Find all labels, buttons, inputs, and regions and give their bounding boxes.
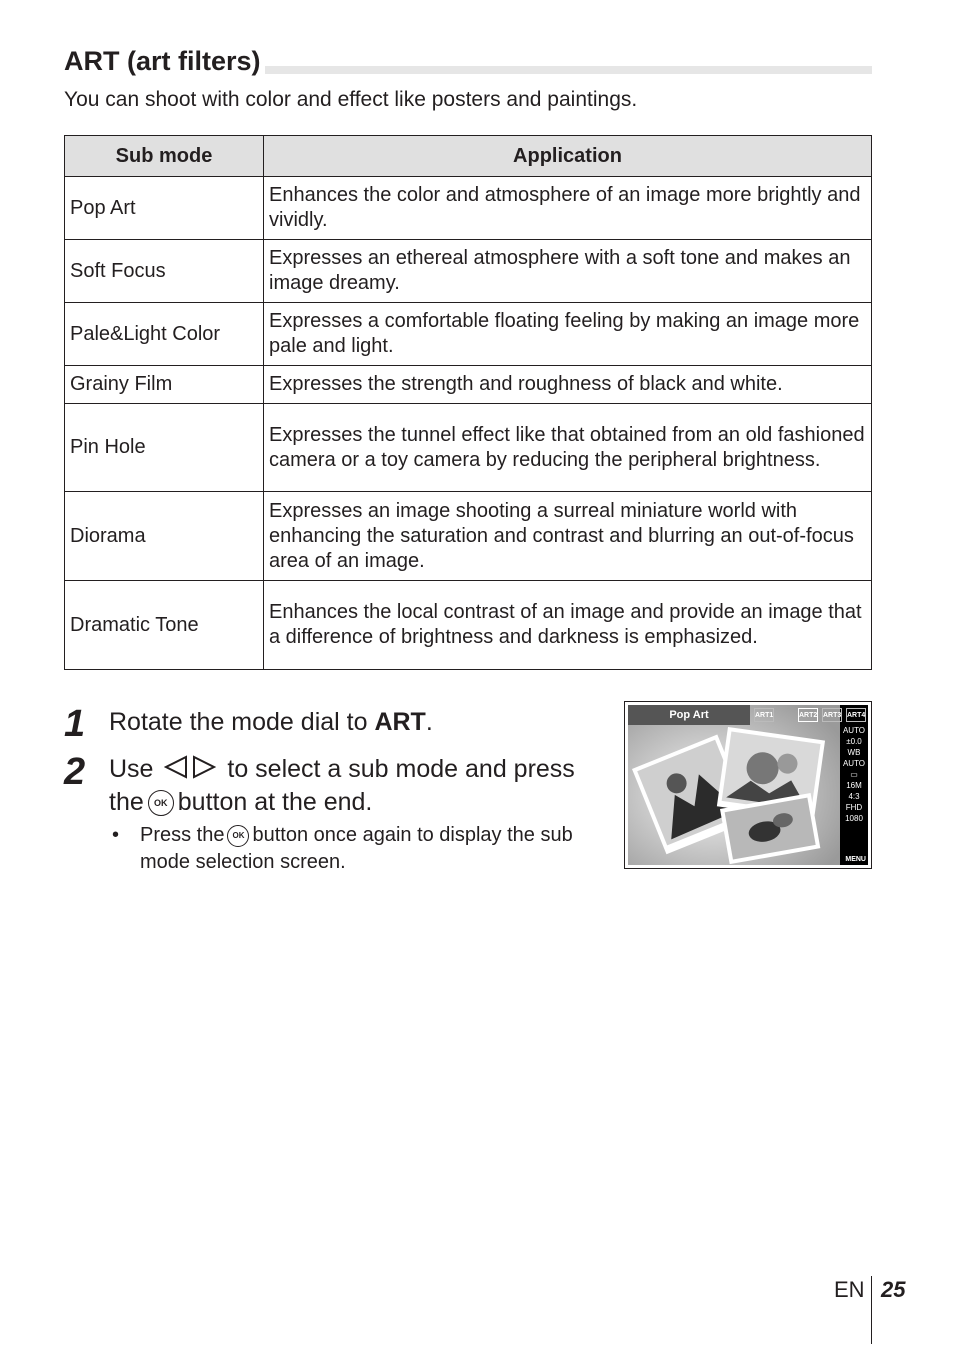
intro-text: You can shoot with color and effect like posters and paintings. — [64, 88, 638, 111]
footer-divider — [871, 1276, 872, 1344]
camera-screen-display — [628, 705, 868, 865]
sub-mode-cell: Grainy Film — [65, 366, 264, 404]
sub-mode-table — [64, 135, 872, 670]
page-footer — [834, 1276, 906, 1304]
step-1-text-after: . — [425, 708, 433, 736]
section-title: ART (art filters) — [64, 44, 265, 78]
application-cell: Expresses the strength and roughness of black and white. — [264, 366, 872, 404]
application-cell: Expresses an image shooting a surreal miniature world with enhancing the saturation and contrast and blurring an out-of-focus area of an image. — [264, 492, 872, 581]
note-text-before: Press the — [140, 824, 225, 846]
camera-settings-column — [840, 725, 868, 865]
camera-screen-illustration — [624, 701, 872, 869]
sub-mode-cell: Pin Hole — [65, 404, 264, 492]
ok-button-icon-small: OK — [227, 825, 249, 847]
application-cell: Expresses the tunnel effect like that obtained from an old fashioned camera or a toy camera by reducing the peripheral brightness. — [264, 404, 872, 492]
table-row — [65, 492, 872, 581]
application-cell: Enhances the color and atmosphere of an image more brightly and vividly. — [264, 177, 872, 240]
step-2-the-label: the — [109, 788, 144, 816]
aspect-ratio-icon: 4:3 — [848, 792, 860, 801]
art-tab-4: ART4 — [846, 708, 866, 722]
application-cell: Expresses a comfortable floating feeling by making an image more pale and light. — [264, 303, 872, 366]
step-2-line-1 — [109, 753, 619, 786]
table-row — [65, 581, 872, 670]
art-tab-3: ART3 — [822, 708, 842, 722]
step-2-note — [112, 822, 598, 876]
pop-art-sample-photos — [628, 705, 868, 865]
step-2-select-label: to select a sub mode and press — [227, 755, 575, 783]
art-tab-2: ART2 — [798, 708, 818, 722]
art-tab-1: ART1 — [754, 708, 774, 722]
table-row — [65, 303, 872, 366]
step-2-use-label: Use — [109, 755, 154, 783]
table-row — [65, 177, 872, 240]
header-sub-mode: Sub mode — [65, 136, 264, 177]
flash-auto-icon: AUTO — [842, 726, 866, 735]
metering-icon: ▭ — [850, 770, 858, 779]
step-2-text — [109, 753, 619, 819]
step-1-text — [109, 706, 433, 739]
sub-mode-cell: Dramatic Tone — [65, 581, 264, 670]
step-1-text-before: Rotate the mode dial to — [109, 708, 375, 736]
ok-button-icon: OK — [148, 790, 174, 816]
language-label: EN — [834, 1277, 865, 1302]
table-row — [65, 366, 872, 404]
mode-label-bar: Pop Art — [628, 705, 750, 725]
header-application: Application — [264, 136, 872, 177]
step-1-number: 1 — [64, 703, 86, 745]
left-right-arrows-icon — [164, 755, 216, 779]
sub-mode-cell: Pop Art — [65, 177, 264, 240]
page-number: 25 — [881, 1277, 906, 1302]
application-cell: Expresses an ethereal atmosphere with a soft tone and makes an image dreamy. — [264, 240, 872, 303]
menu-label: MENU — [845, 856, 866, 863]
white-balance-icon: WB AUTO — [842, 748, 866, 768]
section-heading — [64, 44, 872, 78]
sub-mode-cell: Diorama — [65, 492, 264, 581]
step-1-art-label: ART — [374, 708, 426, 736]
sub-mode-cell: Soft Focus — [65, 240, 264, 303]
step-2-line-2 — [109, 786, 619, 819]
table-row — [65, 240, 872, 303]
exposure-value: ±0.0 — [846, 737, 862, 746]
application-cell: Enhances the local contrast of an image and provide an image that a difference of brightness and darkness is emphasized. — [264, 581, 872, 670]
step-2-end-label: button at the end. — [177, 788, 373, 816]
note-text-after: button once again to display the sub mode selection screen. — [140, 824, 573, 873]
note-bullet: • — [112, 824, 120, 846]
step-2-number: 2 — [64, 751, 86, 793]
table-header-row — [65, 136, 872, 177]
note-body — [140, 822, 598, 876]
movie-quality-icon: FHD 1080 — [845, 803, 863, 823]
sub-mode-cell: Pale&Light Color — [65, 303, 264, 366]
image-size-icon: 16M — [846, 781, 862, 790]
table-row — [65, 404, 872, 492]
